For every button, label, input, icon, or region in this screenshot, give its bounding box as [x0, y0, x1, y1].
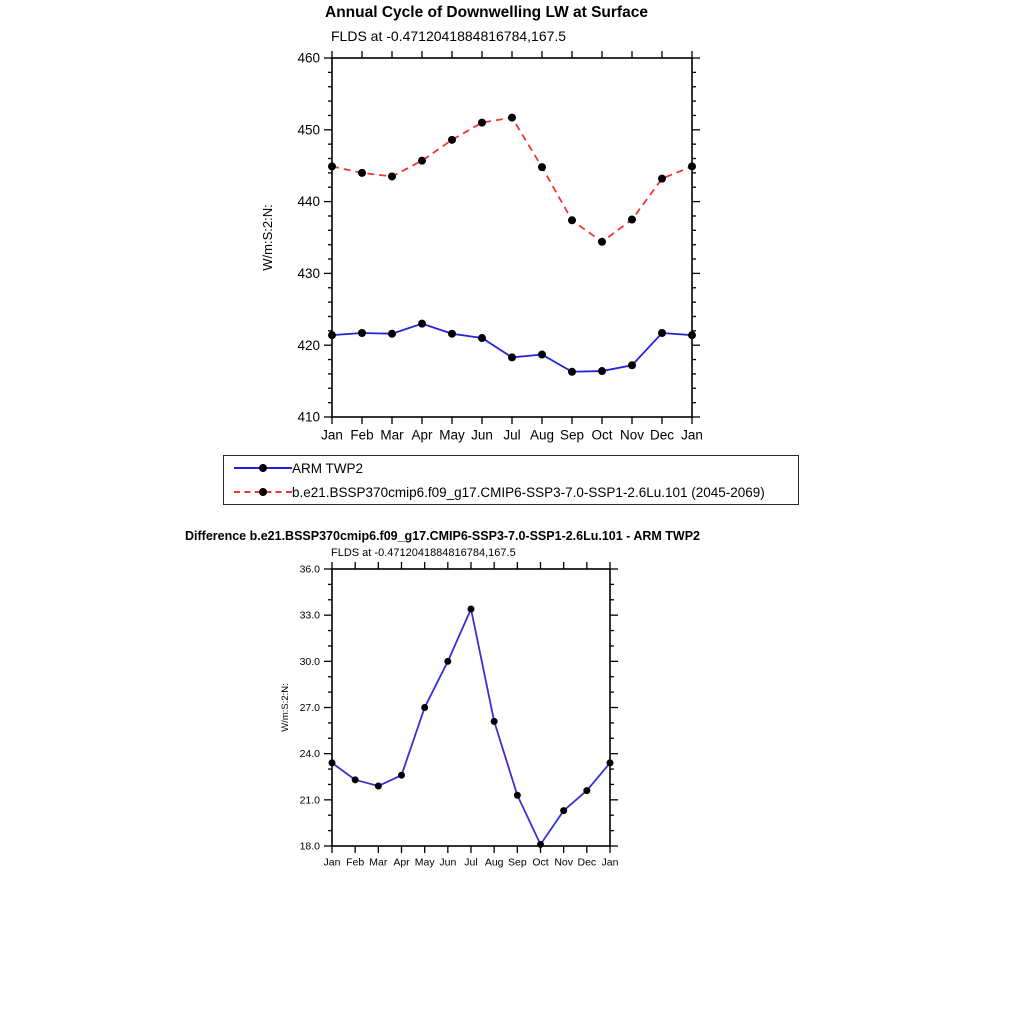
x-axis-tick-label: Oct — [591, 427, 613, 443]
x-axis-tick-label: Feb — [346, 856, 365, 869]
y-axis-label: W/m:S:2:N: — [280, 683, 291, 732]
data-point-marker — [658, 329, 666, 337]
legend-label-model-run: b.e21.BSSP370cmip6.f09_g17.CMIP6-SSP3-7.0-SSP1-2.6Lu.101 (2045-2069) — [292, 484, 765, 500]
data-point-marker — [444, 658, 451, 665]
x-axis-tick-label: Apr — [411, 427, 433, 443]
data-point-marker — [568, 216, 576, 224]
data-point-marker — [388, 330, 396, 338]
legend-item-arm-twp2 — [224, 456, 798, 480]
top-chart-title: Annual Cycle of Downwelling LW at Surface — [325, 4, 648, 21]
data-point-marker — [328, 331, 336, 339]
x-axis-tick-label: Jun — [439, 856, 457, 869]
x-axis-tick-label: Dec — [577, 856, 597, 869]
data-point-marker — [583, 787, 590, 794]
data-point-marker — [388, 172, 396, 180]
legend — [223, 455, 799, 505]
x-axis-tick-label: Feb — [350, 427, 374, 443]
x-axis-tick-label: Sep — [507, 856, 527, 869]
y-axis-tick-label: 21.0 — [299, 794, 320, 807]
data-point-marker — [607, 759, 614, 766]
x-axis-tick-label: Mar — [369, 856, 388, 869]
legend-item-model-run — [224, 480, 798, 504]
y-axis-tick-label: 440 — [297, 194, 320, 210]
y-axis-tick-label: 430 — [297, 265, 320, 281]
data-point-marker — [628, 216, 636, 224]
bottom-chart-title: Difference b.e21.BSSP370cmip6.f09_g17.CMIP6-SSP3-7.0-SSP1-2.6Lu.101 - ARM TWP2 — [185, 529, 701, 543]
x-axis-tick-label: Aug — [529, 427, 555, 443]
data-point-marker — [538, 163, 546, 171]
data-point-marker — [478, 334, 486, 342]
x-axis-tick-label: May — [439, 427, 465, 443]
bottom-chart-canvas — [250, 560, 650, 870]
y-axis-tick-label: 460 — [297, 50, 320, 66]
series-line — [332, 118, 692, 242]
y-axis-tick-label: 410 — [297, 409, 320, 425]
y-axis-tick-label: 33.0 — [299, 609, 320, 622]
x-axis-tick-label: Dec — [649, 427, 675, 443]
y-axis-tick-label: 24.0 — [299, 748, 320, 761]
data-point-marker — [688, 331, 696, 339]
data-point-marker — [448, 330, 456, 338]
data-point-marker — [508, 114, 516, 122]
data-point-marker — [628, 361, 636, 369]
data-point-marker — [688, 162, 696, 170]
data-point-marker — [508, 353, 516, 361]
data-point-marker — [358, 169, 366, 177]
x-axis-tick-label: Jul — [464, 856, 478, 869]
x-axis-tick-label: Nov — [554, 856, 574, 869]
data-point-marker — [448, 136, 456, 144]
data-point-marker — [358, 329, 366, 337]
data-point-marker — [568, 368, 576, 376]
plot-frame — [332, 58, 692, 417]
data-point-marker — [418, 157, 426, 165]
data-point-marker — [421, 704, 428, 711]
series-line — [332, 609, 610, 844]
legend-marker-dot-icon — [259, 464, 267, 472]
x-axis-tick-label: Oct — [532, 856, 549, 869]
data-point-marker — [598, 238, 606, 246]
top-chart-canvas — [250, 50, 730, 450]
x-axis-tick-label: Sep — [559, 427, 585, 443]
bottom-chart-subtitle: FLDS at -0.4712041884816784,167.5 — [331, 547, 516, 559]
x-axis-tick-label: Apr — [393, 856, 410, 869]
y-axis-tick-label: 18.0 — [299, 840, 320, 853]
x-axis-tick-label: Nov — [619, 427, 645, 443]
data-point-marker — [328, 162, 336, 170]
x-axis-tick-label: May — [414, 856, 435, 869]
x-axis-tick-label: Jan — [321, 427, 343, 443]
top-chart-subtitle: FLDS at -0.4712041884816784,167.5 — [331, 28, 567, 44]
y-axis-label: W/m:S:2:N: — [260, 204, 275, 271]
y-axis-tick-label: 30.0 — [299, 655, 320, 668]
x-axis-tick-label: Aug — [484, 856, 504, 869]
data-point-marker — [491, 718, 498, 725]
data-point-marker — [468, 606, 475, 613]
data-point-marker — [537, 841, 544, 848]
x-axis-tick-label: Jan — [601, 856, 619, 869]
data-point-marker — [418, 320, 426, 328]
y-axis-tick-label: 450 — [297, 122, 320, 138]
y-axis-tick-label: 27.0 — [299, 702, 320, 715]
data-point-marker — [560, 807, 567, 814]
data-point-marker — [398, 772, 405, 779]
legend-sample-red-dashed — [234, 487, 292, 497]
x-axis-tick-label: Jan — [323, 856, 341, 869]
x-axis-tick-label: Jan — [681, 427, 703, 443]
data-point-marker — [514, 792, 521, 799]
data-point-marker — [658, 175, 666, 183]
x-axis-tick-label: Jul — [503, 427, 521, 443]
data-point-marker — [375, 782, 382, 789]
data-point-marker — [478, 119, 486, 127]
legend-marker-dot-icon — [259, 488, 267, 496]
y-axis-tick-label: 420 — [297, 337, 320, 353]
data-point-marker — [598, 367, 606, 375]
data-point-marker — [329, 759, 336, 766]
legend-label-arm-twp2: ARM TWP2 — [292, 460, 364, 476]
y-axis-tick-label: 36.0 — [299, 563, 320, 576]
data-point-marker — [538, 351, 546, 359]
data-point-marker — [352, 776, 359, 783]
x-axis-tick-label: Jun — [471, 427, 493, 443]
series-line — [332, 324, 692, 372]
x-axis-tick-label: Mar — [380, 427, 404, 443]
legend-sample-blue-solid — [234, 463, 292, 473]
